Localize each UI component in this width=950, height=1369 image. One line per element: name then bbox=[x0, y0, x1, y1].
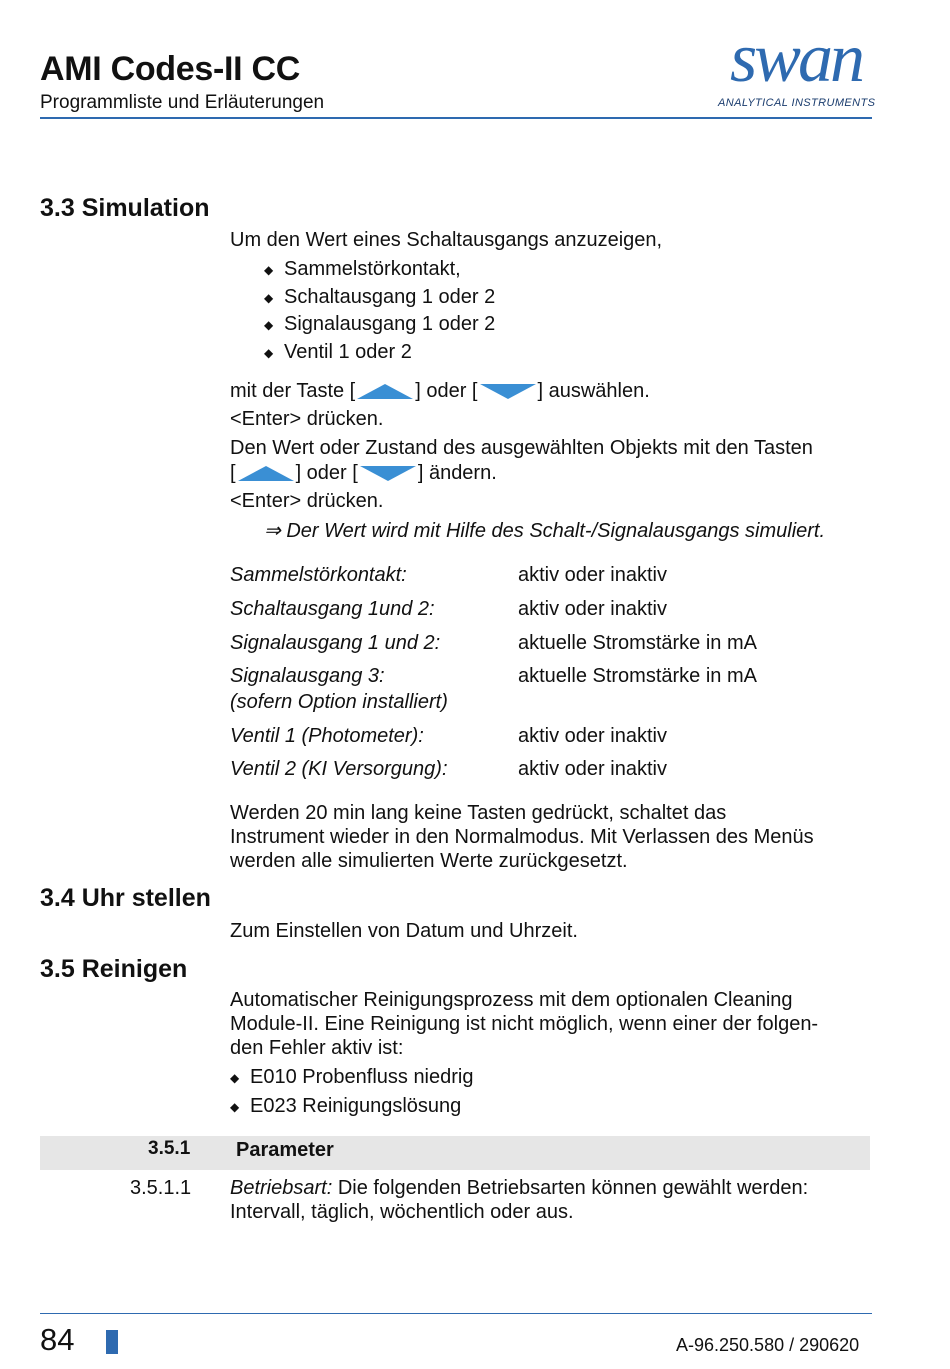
enter-instruction: <Enter> drücken. bbox=[230, 408, 384, 430]
parameter-title: Parameter bbox=[236, 1139, 334, 1161]
implies-arrow-icon: ⇒ bbox=[264, 520, 281, 542]
list-item: ◆ E010 Probenfluss niedrig bbox=[230, 1066, 474, 1088]
down-arrow-key-icon bbox=[478, 381, 538, 401]
result-note: ⇒ Der Wert wird mit Hilfe des Schalt-/Signalausgangs simuliert. bbox=[264, 520, 826, 542]
page-number: 84 bbox=[40, 1322, 75, 1357]
document-subtitle: Programmliste und Erläuterungen bbox=[40, 92, 325, 113]
betriebsart-label: Betriebsart: bbox=[230, 1177, 333, 1199]
uhr-text: Zum Einstellen von Datum und Uhrzeit. bbox=[230, 920, 578, 942]
document-title: AMI Codes-II CC bbox=[40, 50, 300, 88]
betriebsart-line: Betriebsart: Die folgenden Betriebsarten können gewählt werden: bbox=[230, 1177, 809, 1199]
list-item: ◆ Schaltausgang 1 oder 2 bbox=[264, 286, 496, 308]
header-rule bbox=[40, 117, 872, 119]
list-item: ◆ Sammelstörkontakt, bbox=[264, 258, 461, 280]
diamond-bullet-icon: ◆ bbox=[230, 1070, 240, 1085]
list-item: ◆ Ventil 1 oder 2 bbox=[264, 341, 412, 363]
diamond-bullet-icon: ◆ bbox=[264, 317, 274, 332]
logo-tagline: ANALYTICAL INSTRUMENTS bbox=[718, 97, 876, 109]
list-item: ◆ Signalausgang 1 oder 2 bbox=[264, 313, 496, 335]
table-row-note: (sofern Option installiert) bbox=[230, 691, 448, 713]
timeout-note-line: Instrument wieder in den Normalmodus. Mit Verlassen des Menüs bbox=[230, 826, 814, 848]
timeout-note-line: werden alle simulierten Werte zurückgesetzt. bbox=[230, 850, 628, 872]
down-arrow-key-icon bbox=[358, 463, 418, 483]
up-arrow-key-icon bbox=[355, 381, 415, 401]
section-heading-uhr: 3.4 Uhr stellen bbox=[40, 884, 211, 912]
change-keys: [ ] oder [ ] ändern. bbox=[230, 462, 497, 484]
reinigen-text-line: den Fehler aktiv ist: bbox=[230, 1037, 404, 1059]
betriebsart-options: Intervall, täglich, wöchentlich oder aus. bbox=[230, 1201, 574, 1223]
diamond-bullet-icon: ◆ bbox=[264, 290, 274, 305]
simulation-intro: Um den Wert eines Schaltausgangs anzuzeigen, bbox=[230, 229, 663, 251]
parameter-number: 3.5.1 bbox=[148, 1138, 191, 1159]
up-arrow-key-icon bbox=[236, 463, 296, 483]
page-marker bbox=[106, 1330, 118, 1354]
diamond-bullet-icon: ◆ bbox=[264, 262, 274, 277]
section-heading-simulation: 3.3 Simulation bbox=[40, 194, 210, 222]
section-heading-reinigen: 3.5 Reinigen bbox=[40, 955, 188, 983]
enter-instruction: <Enter> drücken. bbox=[230, 490, 384, 512]
swan-logo bbox=[716, 20, 876, 116]
sub-parameter-number: 3.5.1.1 bbox=[130, 1177, 192, 1199]
timeout-note-line: Werden 20 min lang keine Tasten gedrückt, schaltet das bbox=[230, 802, 727, 824]
diamond-bullet-icon: ◆ bbox=[264, 345, 274, 360]
footer-rule bbox=[40, 1313, 872, 1314]
change-instruction: Den Wert oder Zustand des ausgewählten Objekts mit den Tasten bbox=[230, 437, 813, 459]
reinigen-text-line: Automatischer Reinigungsprozess mit dem optionalen Cleaning bbox=[230, 989, 793, 1011]
logo-wordmark: swan bbox=[730, 20, 862, 97]
list-item: ◆ E023 Reinigungslösung bbox=[230, 1095, 462, 1117]
document-id: A-96.250.580 / 290620 bbox=[676, 1335, 860, 1355]
select-instruction: mit der Taste [ ] oder [ ] auswählen. bbox=[230, 380, 650, 402]
reinigen-text-line: Module-II. Eine Reinigung ist nicht möglich, wenn einer der folgen- bbox=[230, 1013, 819, 1035]
diamond-bullet-icon: ◆ bbox=[230, 1099, 240, 1114]
